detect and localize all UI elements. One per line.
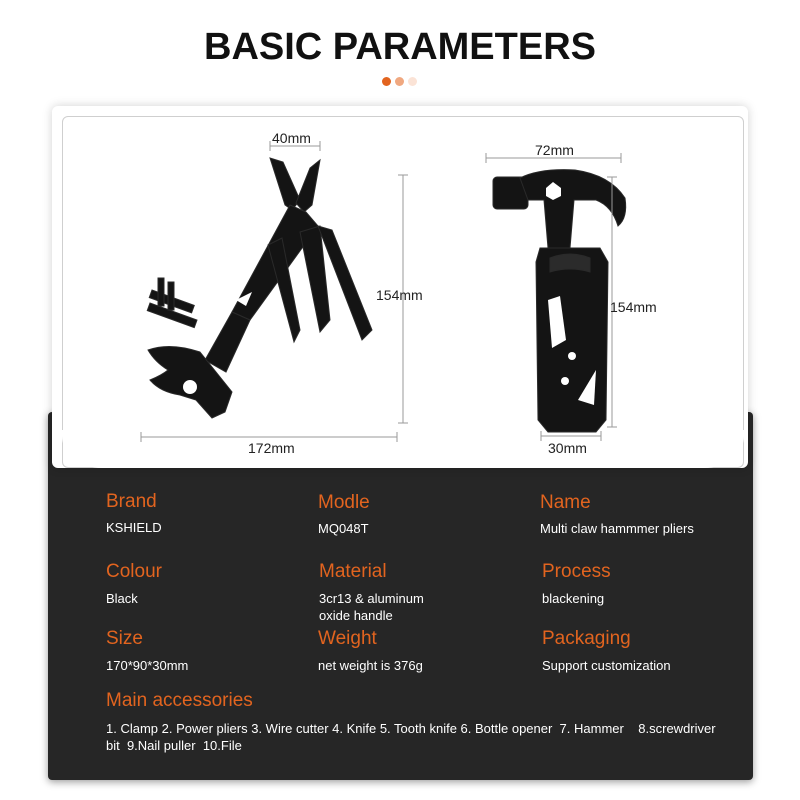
brand-value: KSHIELD <box>106 520 162 535</box>
modle-label: Modle <box>318 492 370 513</box>
size-value: 170*90*30mm <box>106 658 189 673</box>
dim-right-side: 154mm <box>610 299 657 315</box>
material-value-line1: 3cr13 & aluminum <box>319 591 424 606</box>
open-multitool-image <box>147 158 372 418</box>
colour-value: Black <box>106 591 138 606</box>
accessories-label: Main accessories <box>106 690 253 711</box>
modle-value: MQ048T <box>318 521 369 536</box>
size-label: Size <box>106 628 143 649</box>
accessories-line2: bit 9.Nail puller 10.File <box>106 738 242 753</box>
name-value: Multi claw hammmer pliers <box>540 521 694 536</box>
dim-left-top: 40mm <box>272 130 311 146</box>
material-value-line2: oxide handle <box>319 608 393 623</box>
weight-label: Weight <box>318 628 377 649</box>
name-label: Name <box>540 492 591 513</box>
dim-left-side: 154mm <box>376 287 423 303</box>
dim-right-bottom: 30mm <box>548 440 587 456</box>
packaging-label: Packaging <box>542 628 631 649</box>
accessories-line1: 1. Clamp 2. Power pliers 3. Wire cutter 4. Knife 5. Tooth knife 6. Bottle opener 7. Hammer 8.screwdriver <box>106 721 716 736</box>
folded-multitool-image <box>493 170 626 432</box>
process-value: blackening <box>542 591 605 606</box>
process-label: Process <box>542 561 611 582</box>
dim-left-bottom: 172mm <box>248 440 295 456</box>
brand-label: Brand <box>106 491 157 512</box>
packaging-value: Support customization <box>542 658 671 673</box>
dim-right-top: 72mm <box>535 142 574 158</box>
colour-label: Colour <box>106 561 162 582</box>
material-label: Material <box>319 561 387 582</box>
page-title: BASIC PARAMETERS <box>204 26 596 68</box>
weight-value: net weight is 376g <box>318 658 423 673</box>
